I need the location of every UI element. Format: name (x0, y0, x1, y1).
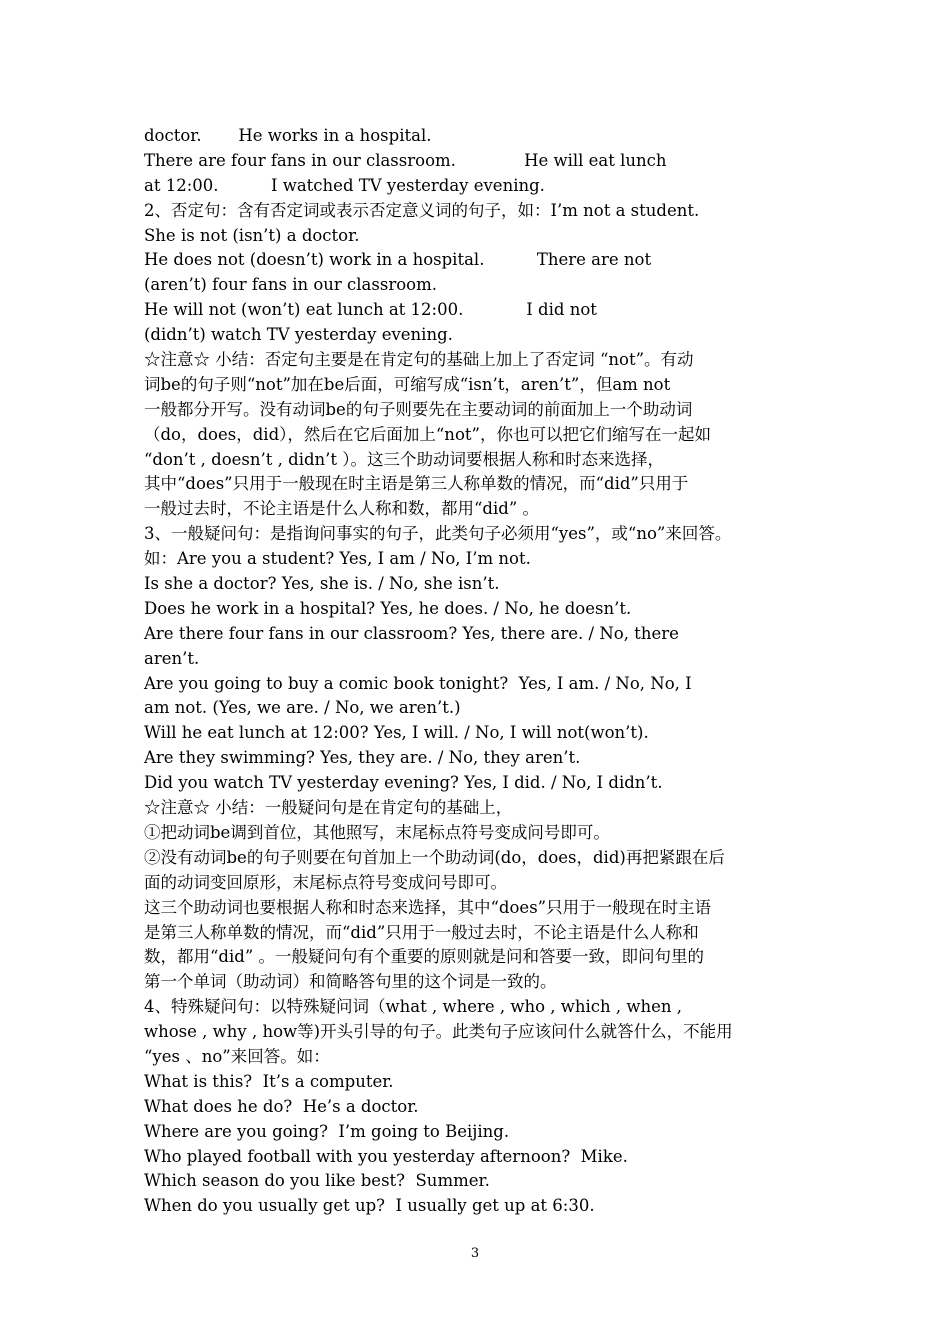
text-line: What does he do? He’s a doctor. (144, 1096, 419, 1116)
text-line: Will he eat lunch at 12:00? Yes, I will. / No, I will not(won’t). (144, 723, 649, 743)
text-line: “don’t , doesn’t , didn’t ）。这三个助动词要根据人称和时态来选择， (144, 449, 665, 469)
text-line: 4、特殊疑问句：以特殊疑问词（what , where , who , which , when , (144, 997, 683, 1017)
text-line: ☆注意☆ 小结：否定句主要是在肯定句的基础上加上了否定词 “not”。有动 (144, 350, 694, 370)
text-line: 是第三人称单数的情况，而“did”只用于一般过去时，不论主语是什么人称和 (144, 922, 699, 942)
text-line: 3、一般疑问句：是指询问事实的句子，此类句子必须用“yes”，或“no”来回答。 (144, 524, 732, 544)
text-line: Is she a doctor? Yes, she is. / No, she isn’t. (144, 574, 500, 594)
text-line: He does not (doesn’t) work in a hospital. There are not (144, 250, 652, 270)
text-line: ②没有动词be的句子则要在句首加上一个助动词(do，does，did)再把紧跟在后 (144, 847, 725, 867)
text-line: whose , why , how等)开头引导的句子。此类句子应该问什么就答什么，不能用 (144, 1022, 733, 1042)
text-line: Are they swimming? Yes, they are. / No, they aren’t. (144, 748, 581, 768)
text-line: He will not (won’t) eat lunch at 12:00. I did not (144, 300, 597, 320)
text-line: She is not (isn’t) a doctor. (144, 225, 360, 245)
text-line: 第一个单词（助动词）和简略答句里的这个词是一致的。 (144, 972, 557, 992)
text-line: Where are you going? I’m going to Beijing. (144, 1121, 510, 1141)
text-line: 词be的句子则“not”加在be后面，可缩写成“isn’t，aren’t”，但am not (144, 374, 671, 394)
text-line: Which season do you like best? Summer. (144, 1171, 490, 1191)
text-line: Does he work in a hospital? Yes, he does. / No, he doesn’t. (144, 598, 632, 618)
text-line: 这三个助动词也要根据人称和时态来选择，其中“does”只用于一般现在时主语 (144, 897, 712, 917)
text-line: 一般过去时，不论主语是什么人称和数，都用“did” 。 (144, 499, 540, 519)
text-line: at 12:00. I watched TV yesterday evening. (144, 175, 545, 195)
text-line: （do，does，did），然后在它后面加上“not”，你也可以把它们缩写在一起如 (144, 424, 711, 444)
text-line: 2、否定句：含有否定词或表示否定意义词的句子，如：I’m not a student. (144, 200, 700, 220)
text-line: 如：Are you a student? Yes, I am / No, I’m not. (144, 549, 531, 569)
text-line: Are you going to buy a comic book tonight? Yes, I am. / No, No, I (144, 673, 692, 693)
text-line: (aren’t) four fans in our classroom. (144, 275, 437, 295)
text-line: doctor. He works in a hospital. (144, 126, 432, 145)
text-line: (didn’t) watch TV yesterday evening. (144, 325, 453, 345)
text-line: aren’t. (144, 648, 200, 668)
body-text (144, 124, 824, 1219)
text-line: 数，都用“did” 。一般疑问句有个重要的原则就是问和答要一致，即问句里的 (144, 947, 705, 967)
text-line: ①把动词be调到首位，其他照写，末尾标点符号变成问号即可。 (144, 822, 610, 842)
text-line: There are four fans in our classroom. He will eat lunch (144, 150, 667, 170)
text-line: 其中“does”只用于一般现在时主语是第三人称单数的情况，而“did”只用于 (144, 474, 689, 494)
text-line: Who played football with you yesterday afternoon? Mike. (144, 1146, 628, 1166)
text-line: When do you usually get up? I usually get up at 6:30. (144, 1196, 595, 1216)
text-line: 面的动词变回原形，末尾标点符号变成问号即可。 (144, 872, 507, 892)
page-number: 3 (470, 1246, 480, 1261)
text-line: ☆注意☆ 小结：一般疑问句是在肯定句的基础上， (144, 798, 513, 818)
text-line: 一般都分开写。没有动词be的句子则要先在主要动词的前面加上一个助动词 (144, 399, 693, 419)
text-line: Did you watch TV yesterday evening? Yes, I did. / No, I didn’t. (144, 773, 663, 793)
text-line: am not. (Yes, we are. / No, we aren’t.) (144, 698, 461, 718)
text-line: “yes 、no”来回答。如： (144, 1046, 330, 1066)
text-line: Are there four fans in our classroom? Yes, there are. / No, there (144, 623, 679, 643)
text-line: What is this? It’s a computer. (144, 1071, 394, 1091)
